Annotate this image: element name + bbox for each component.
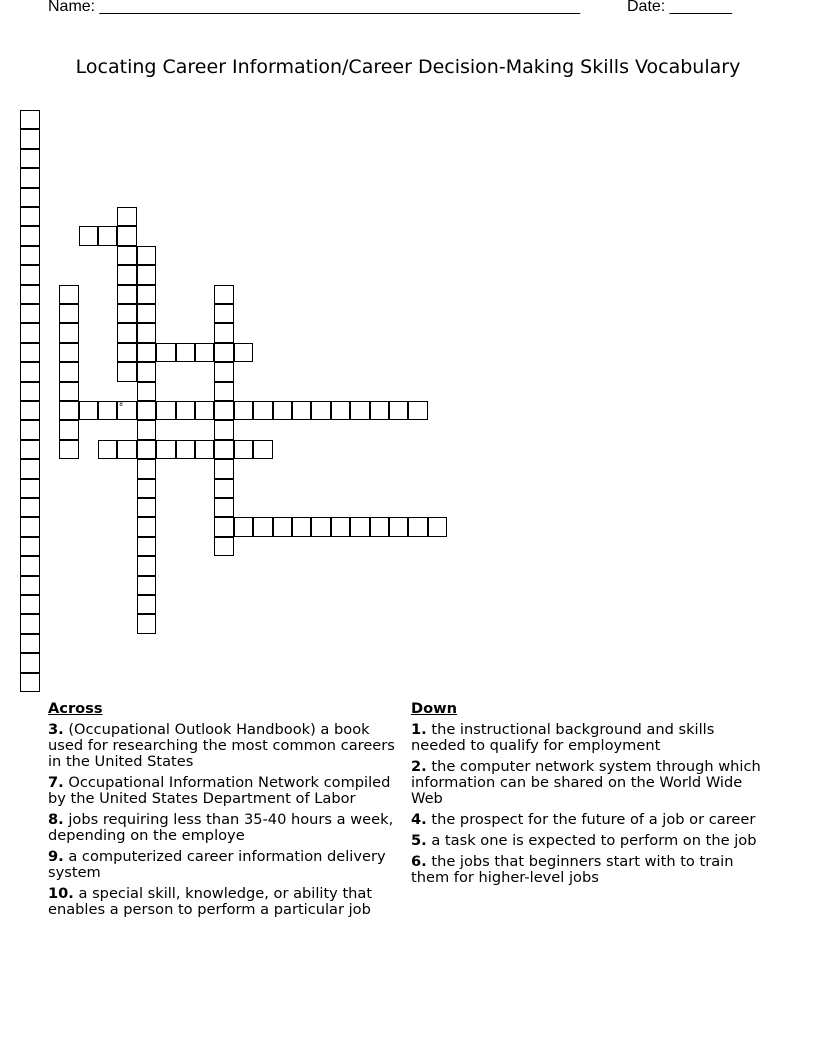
grid-cell[interactable] xyxy=(408,401,427,420)
grid-cell[interactable] xyxy=(59,440,78,459)
grid-cell[interactable] xyxy=(20,304,39,323)
grid-cell[interactable] xyxy=(176,343,195,362)
grid-cell[interactable] xyxy=(214,362,233,381)
grid-cell[interactable] xyxy=(214,440,233,459)
grid-cell[interactable] xyxy=(137,246,156,265)
clue-number: 8. xyxy=(48,811,64,828)
clue-text: the prospect for the future of a job or career xyxy=(431,811,756,828)
down-clue xyxy=(411,854,771,886)
grid-cell[interactable] xyxy=(137,595,156,614)
grid-cell[interactable] xyxy=(214,459,233,478)
clue-number: 6. xyxy=(411,853,427,870)
down-clue xyxy=(411,759,771,807)
grid-cell[interactable] xyxy=(156,440,175,459)
grid-cell[interactable] xyxy=(20,265,39,284)
grid-cell[interactable] xyxy=(20,479,39,498)
clue-number: 3. xyxy=(48,721,64,738)
grid-cell[interactable] xyxy=(117,304,136,323)
grid-cell[interactable] xyxy=(20,382,39,401)
grid-cell[interactable] xyxy=(137,265,156,284)
grid-cell[interactable] xyxy=(311,517,330,536)
grid-cell[interactable] xyxy=(137,420,156,439)
clue-number: 9. xyxy=(48,848,64,865)
grid-cell[interactable] xyxy=(137,304,156,323)
grid-cell[interactable] xyxy=(137,498,156,517)
grid-cell[interactable] xyxy=(214,382,233,401)
grid-cell[interactable] xyxy=(20,343,39,362)
grid-cell[interactable] xyxy=(117,226,136,245)
grid-cell[interactable] xyxy=(156,401,175,420)
clue-number: 7. xyxy=(48,774,64,791)
grid-cell[interactable] xyxy=(117,343,136,362)
grid-cell[interactable] xyxy=(20,420,39,439)
grid-cell[interactable] xyxy=(79,401,98,420)
grid-cell[interactable] xyxy=(20,168,39,187)
grid-cell[interactable] xyxy=(137,459,156,478)
clue-text: a task one is expected to perform on the job xyxy=(431,832,757,849)
down-clue xyxy=(411,812,771,828)
grid-cell[interactable] xyxy=(176,440,195,459)
grid-cell[interactable] xyxy=(59,285,78,304)
grid-cell[interactable] xyxy=(59,382,78,401)
grid-cell[interactable] xyxy=(98,226,117,245)
clue-text: a computerized career information delivery system xyxy=(48,848,386,881)
grid-cell[interactable] xyxy=(214,343,233,362)
grid-cell[interactable] xyxy=(20,498,39,517)
grid-cell[interactable] xyxy=(20,459,39,478)
date-field: Date: _______ xyxy=(627,0,732,15)
grid-cell[interactable] xyxy=(117,246,136,265)
grid-cell[interactable] xyxy=(20,226,39,245)
grid-cell[interactable] xyxy=(253,440,272,459)
grid-cell[interactable] xyxy=(214,323,233,342)
grid-cell[interactable] xyxy=(137,382,156,401)
grid-cell[interactable] xyxy=(350,401,369,420)
grid-cell[interactable] xyxy=(137,556,156,575)
grid-cell[interactable] xyxy=(195,440,214,459)
grid-cell[interactable] xyxy=(350,517,369,536)
grid-cell[interactable] xyxy=(59,362,78,381)
grid-cell[interactable] xyxy=(20,614,39,633)
across-clue xyxy=(48,775,400,807)
grid-cell[interactable] xyxy=(137,362,156,381)
grid-cell[interactable] xyxy=(428,517,447,536)
grid-cell[interactable] xyxy=(253,517,272,536)
grid-cell[interactable] xyxy=(98,440,117,459)
down-heading: Down xyxy=(411,700,458,717)
grid-cell[interactable] xyxy=(117,207,136,226)
grid-cell[interactable] xyxy=(331,401,350,420)
grid-cell[interactable] xyxy=(20,517,39,536)
grid-cell[interactable] xyxy=(20,323,39,342)
clue-text: the computer network system through which information can be shared on the World Wide Web xyxy=(411,758,761,807)
grid-cell[interactable] xyxy=(176,401,195,420)
grid-cell[interactable] xyxy=(20,673,39,692)
grid-cell[interactable] xyxy=(273,517,292,536)
grid-cell[interactable] xyxy=(292,517,311,536)
grid-cell[interactable] xyxy=(20,188,39,207)
grid-cell[interactable] xyxy=(137,440,156,459)
grid-cell[interactable] xyxy=(408,517,427,536)
grid-cell[interactable] xyxy=(20,653,39,672)
grid-cell[interactable] xyxy=(214,537,233,556)
clue-text: (Occupational Outlook Handbook) a book used for researching the most common careers in the United States xyxy=(48,721,395,770)
grid-cell[interactable] xyxy=(98,401,117,420)
grid-cell[interactable] xyxy=(195,401,214,420)
grid-cell[interactable] xyxy=(117,362,136,381)
grid-cell[interactable] xyxy=(195,343,214,362)
grid-cell[interactable] xyxy=(20,440,39,459)
grid-cell[interactable] xyxy=(137,479,156,498)
grid-cell[interactable] xyxy=(137,576,156,595)
grid-cell[interactable] xyxy=(137,537,156,556)
clue-text: Occupational Information Network compiled by the United States Department of Labor xyxy=(48,774,391,807)
name-field: Name: ______________________________________________________ xyxy=(48,0,581,15)
clue-number: 2. xyxy=(411,758,427,775)
grid-cell[interactable] xyxy=(331,517,350,536)
grid-cell[interactable] xyxy=(137,517,156,536)
grid-cell[interactable] xyxy=(370,517,389,536)
grid-cell[interactable] xyxy=(20,285,39,304)
across-clue xyxy=(48,886,400,918)
clue-number: 1. xyxy=(411,721,427,738)
down-clue xyxy=(411,722,771,754)
grid-cell[interactable] xyxy=(20,595,39,614)
grid-cell[interactable] xyxy=(214,401,233,420)
grid-cell[interactable] xyxy=(117,285,136,304)
grid-cell[interactable] xyxy=(214,498,233,517)
grid-cell[interactable] xyxy=(214,479,233,498)
clue-number: 5. xyxy=(411,832,427,849)
grid-cell[interactable] xyxy=(79,226,98,245)
grid-cell[interactable] xyxy=(20,129,39,148)
grid-cell[interactable] xyxy=(117,323,136,342)
grid-cell[interactable] xyxy=(20,362,39,381)
grid-cell[interactable] xyxy=(214,517,233,536)
grid-cell[interactable] xyxy=(20,634,39,653)
grid-cell[interactable] xyxy=(20,246,39,265)
grid-cell[interactable] xyxy=(59,420,78,439)
grid-cell[interactable] xyxy=(234,401,253,420)
grid-cell[interactable] xyxy=(59,343,78,362)
grid-cell[interactable] xyxy=(234,517,253,536)
across-clue xyxy=(48,812,400,844)
grid-cell[interactable] xyxy=(389,401,408,420)
grid-cell[interactable] xyxy=(117,265,136,284)
grid-cell[interactable] xyxy=(137,323,156,342)
down-clues xyxy=(411,701,771,891)
grid-cell[interactable] xyxy=(273,401,292,420)
grid-cell[interactable] xyxy=(59,304,78,323)
grid-cell[interactable] xyxy=(311,401,330,420)
grid-cell[interactable] xyxy=(20,401,39,420)
clue-text: the jobs that beginners start with to train them for higher-level jobs xyxy=(411,853,734,886)
grid-cell[interactable] xyxy=(214,304,233,323)
grid-cell[interactable] xyxy=(234,343,253,362)
down-clue xyxy=(411,833,771,849)
grid-cell[interactable] xyxy=(389,517,408,536)
clue-number: 10. xyxy=(48,885,74,902)
clue-text: jobs requiring less than 35-40 hours a week, depending on the employe xyxy=(48,811,394,844)
grid-cell[interactable] xyxy=(156,343,175,362)
grid-cell[interactable] xyxy=(137,614,156,633)
page-title: Locating Career Information/Career Decision-Making Skills Vocabulary xyxy=(75,56,741,78)
grid-cell[interactable] xyxy=(20,110,39,129)
grid-cell[interactable] xyxy=(20,537,39,556)
grid-cell[interactable] xyxy=(20,207,39,226)
grid-cell[interactable] xyxy=(117,440,136,459)
clue-text: the instructional background and skills needed to qualify for employment xyxy=(411,721,715,754)
clue-number-label: 8 xyxy=(119,402,123,408)
grid-cell[interactable] xyxy=(214,420,233,439)
grid-cell[interactable] xyxy=(137,285,156,304)
grid-cell[interactable] xyxy=(20,556,39,575)
grid-cell[interactable] xyxy=(117,401,136,420)
across-clues xyxy=(48,701,400,923)
grid-cell[interactable] xyxy=(253,401,272,420)
grid-cell[interactable] xyxy=(137,343,156,362)
grid-cell[interactable] xyxy=(59,323,78,342)
grid-cell[interactable] xyxy=(20,576,39,595)
clue-number: 4. xyxy=(411,811,427,828)
across-clue xyxy=(48,849,400,881)
across-clue xyxy=(48,722,400,770)
grid-cell[interactable] xyxy=(20,149,39,168)
grid-cell[interactable] xyxy=(137,401,156,420)
across-heading: Across xyxy=(48,700,103,717)
clue-text: a special skill, knowledge, or ability that enables a person to perform a particular job xyxy=(48,885,373,918)
grid-cell[interactable] xyxy=(214,285,233,304)
grid-cell[interactable] xyxy=(234,440,253,459)
grid-cell[interactable] xyxy=(59,401,78,420)
grid-cell[interactable] xyxy=(370,401,389,420)
grid-cell[interactable] xyxy=(292,401,311,420)
